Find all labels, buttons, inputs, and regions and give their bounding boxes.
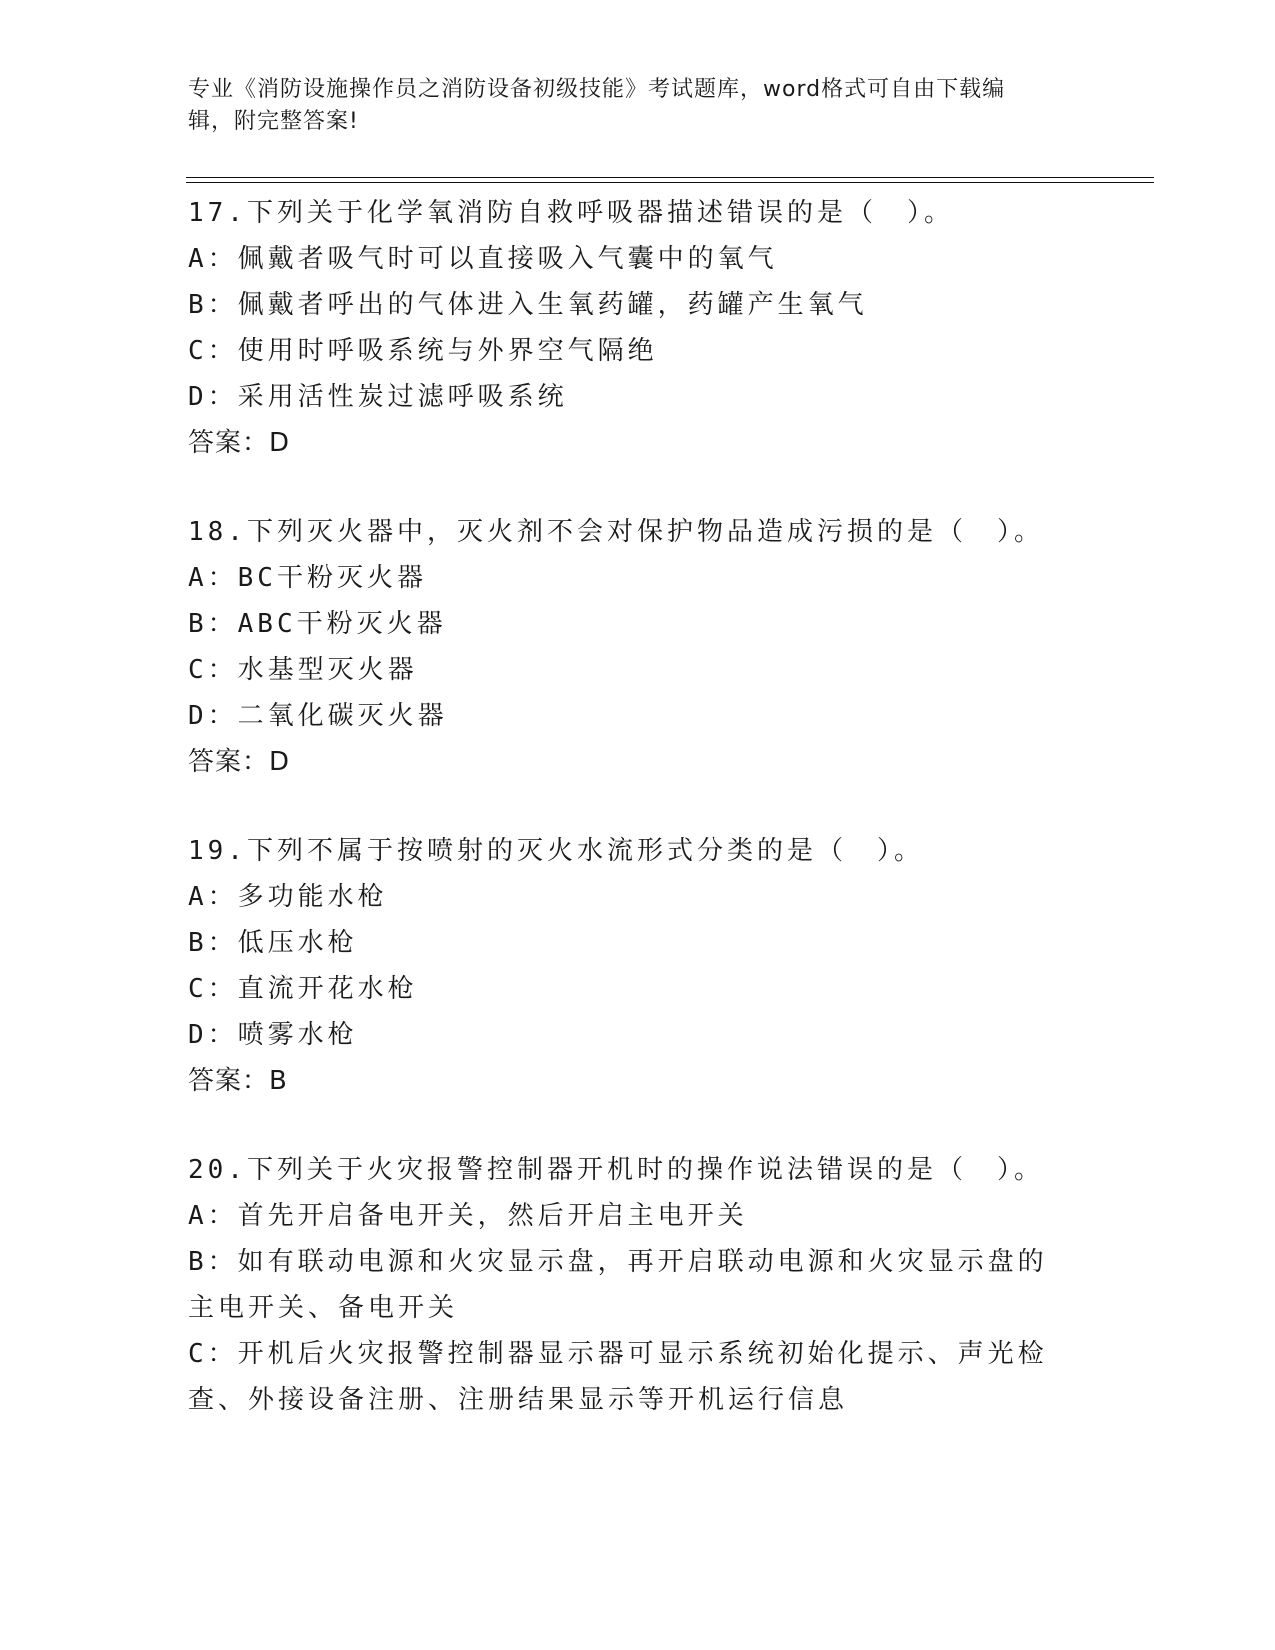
question-18 — [188, 509, 1068, 785]
answer-line: 答案：B — [188, 1066, 288, 1096]
question-17 — [188, 190, 1068, 466]
header-divider-top — [186, 177, 1154, 178]
option-letter: A： — [188, 244, 238, 274]
option-c — [188, 647, 1068, 693]
option-text: 多功能水枪 — [237, 882, 388, 912]
option-text: 喷雾水枪 — [237, 1020, 358, 1050]
option-b — [188, 920, 1068, 966]
option-letter: D： — [188, 382, 238, 412]
question-stem: 17.下列关于化学氧消防自救呼吸器描述错误的是（ ）。 — [188, 198, 954, 228]
question-20 — [188, 1147, 1068, 1423]
option-text: 低压水枪 — [237, 928, 358, 958]
option-text: 直流开花水枪 — [237, 974, 418, 1004]
question-stem: 20.下列关于火灾报警控制器开机时的操作说法错误的是（ ）。 — [188, 1155, 1044, 1185]
option-text: 二氧化碳灭火器 — [237, 701, 448, 731]
option-text: 佩戴者吸气时可以直接吸入气囊中的氧气 — [237, 244, 778, 274]
option-d — [188, 693, 1068, 739]
option-a — [188, 236, 1068, 282]
option-b — [188, 282, 1068, 328]
option-c — [188, 1331, 1068, 1423]
header-divider-bottom — [186, 182, 1154, 183]
option-letter: D： — [188, 1020, 238, 1050]
option-letter: A： — [188, 1201, 238, 1231]
option-text: 佩戴者呼出的气体进入生氧药罐，药罐产生氧气 — [237, 290, 868, 320]
option-d — [188, 374, 1068, 420]
answer-line: 答案：D — [188, 747, 291, 777]
question-stem: 18.下列灭火器中，灭火剂不会对保护物品造成污损的是（ ）。 — [188, 517, 1044, 547]
option-letter: D： — [188, 701, 238, 731]
answer-line: 答案：D — [188, 428, 291, 458]
option-text: 使用时呼吸系统与外界空气隔绝 — [237, 336, 658, 366]
option-text: 开机后火灾报警控制器显示器可显示系统初始化提示、声光检查、外接设备注册、注册结果显示等开机运行信息 — [188, 1339, 1048, 1415]
option-a — [188, 874, 1068, 920]
option-letter: C： — [188, 1339, 238, 1369]
option-text: 水基型灭火器 — [237, 655, 418, 685]
option-c — [188, 966, 1068, 1012]
option-letter: A： — [188, 563, 238, 593]
option-c — [188, 328, 1068, 374]
option-b — [188, 1239, 1068, 1331]
option-letter: C： — [188, 974, 238, 1004]
header-line-2: 辑，附完整答案! — [188, 109, 359, 134]
document-header — [188, 74, 1068, 138]
option-d — [188, 1012, 1068, 1058]
question-stem: 19.下列不属于按喷射的灭火水流形式分类的是（ ）。 — [188, 836, 924, 866]
option-a — [188, 555, 1068, 601]
option-b — [188, 601, 1068, 647]
option-letter: B： — [188, 609, 238, 639]
option-a — [188, 1193, 1068, 1239]
header-line-1: 专业《消防设施操作员之消防设备初级技能》考试题库，word格式可自由下载编 — [188, 77, 1006, 102]
option-text: BC干粉灭火器 — [237, 563, 427, 593]
question-list — [188, 190, 1068, 1423]
question-19 — [188, 828, 1068, 1104]
option-text: 首先开启备电开关，然后开启主电开关 — [237, 1201, 748, 1231]
option-text: 采用活性炭过滤呼吸系统 — [237, 382, 568, 412]
option-letter: C： — [188, 655, 238, 685]
option-letter: B： — [188, 290, 238, 320]
option-text: 如有联动电源和火灾显示盘，再开启联动电源和火灾显示盘的主电开关、备电开关 — [188, 1247, 1048, 1323]
option-text: ABC干粉灭火器 — [237, 609, 447, 639]
option-letter: A： — [188, 882, 238, 912]
option-letter: C： — [188, 336, 238, 366]
option-letter: B： — [188, 928, 238, 958]
option-letter: B： — [188, 1247, 238, 1277]
